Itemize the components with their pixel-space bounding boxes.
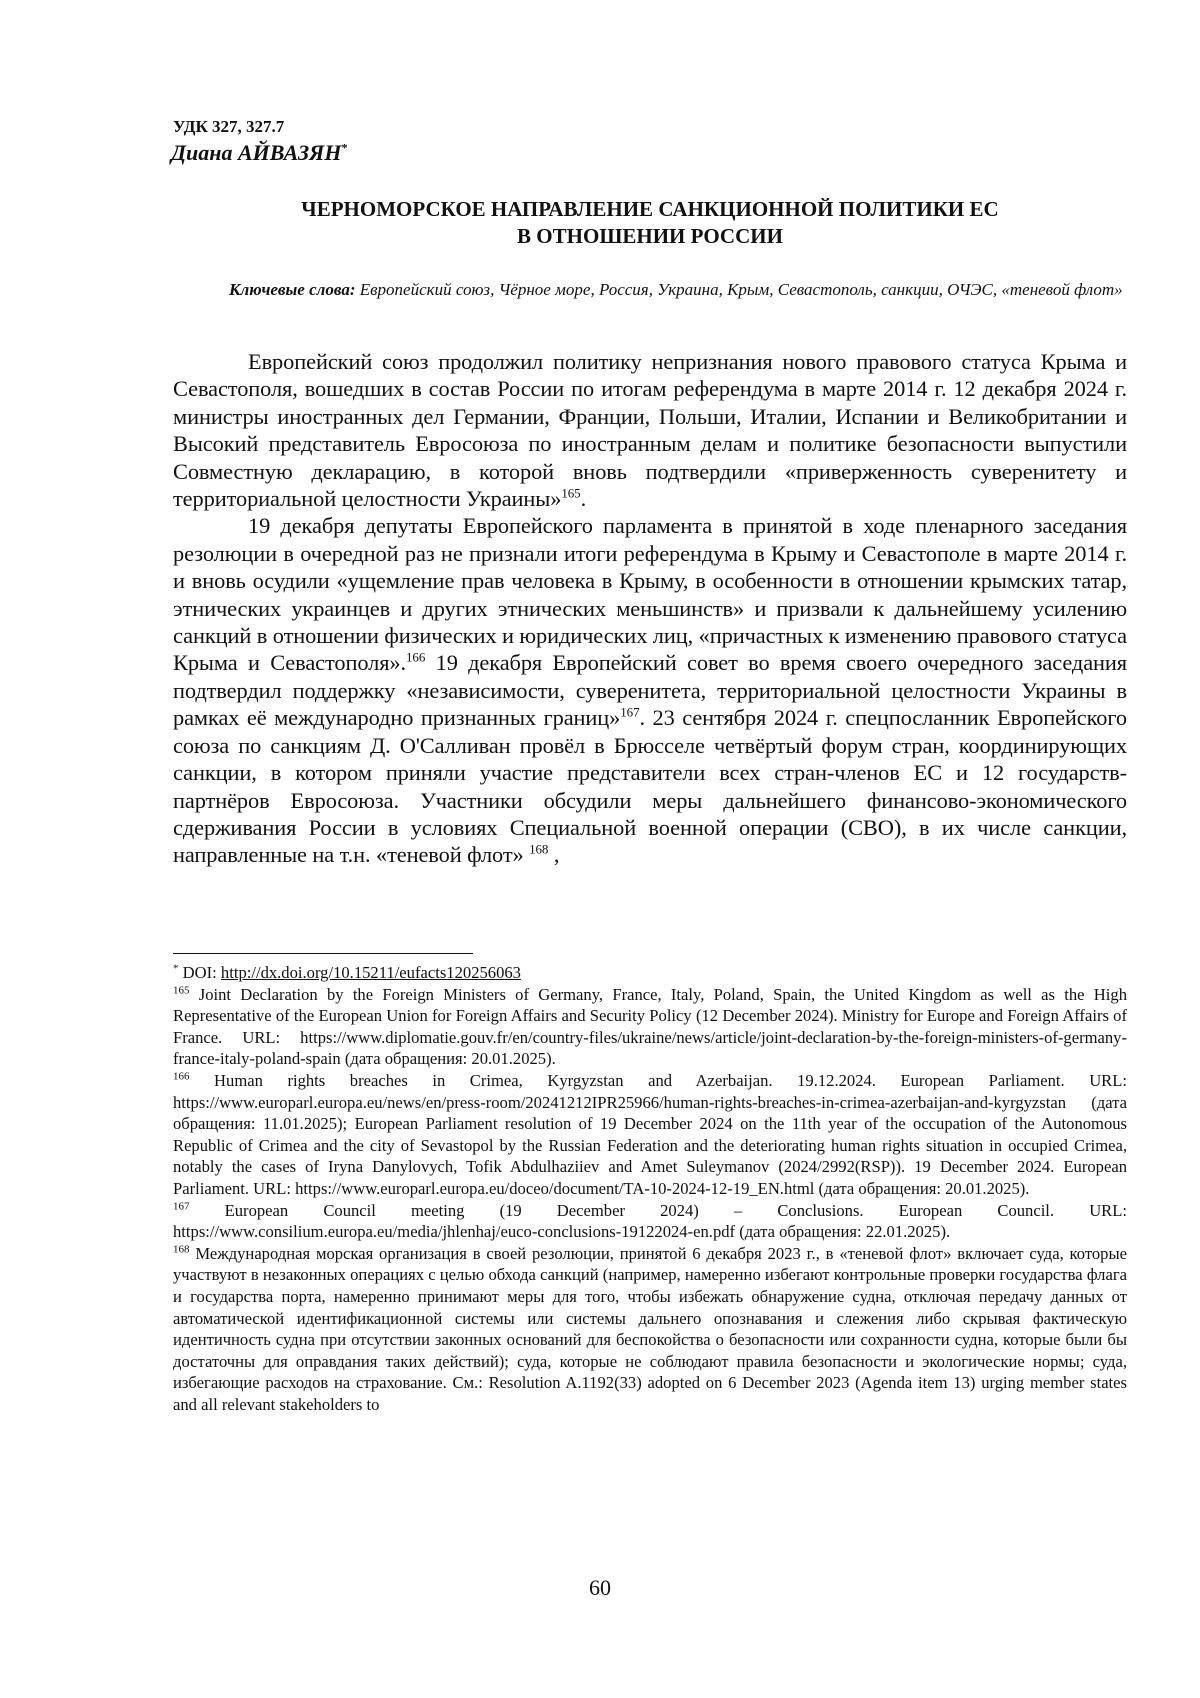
footnote-165-number: 165 (173, 984, 190, 997)
article-title (173, 196, 1127, 250)
footnote-166-number: 166 (173, 1070, 190, 1083)
paragraph-1-text: Европейский союз продолжил политику непризнания нового правового статуса Крыма и Севастополя, вошедших в состав России по итогам референдума в марте 2014 г. 12 декабря 2024 г. министры иностранных дел Германии, Франции, Польши, Италии, Испании и Великобритании и Высокий представитель Евросоюза по иностранным делам и политике безопасности выпустили Совместную декларацию, в которой вновь подтвердили «приверженность суверенитету и территориальной целостности Украины» (173, 349, 1127, 512)
paragraph-1 (173, 348, 1127, 512)
keywords (173, 278, 1127, 302)
footnote-168 (173, 1243, 1127, 1416)
footnote-separator (173, 953, 473, 954)
doi-label: DOI: (182, 963, 217, 982)
keywords-label: Ключевые слова: (229, 280, 356, 299)
article-body (173, 348, 1127, 869)
author-footnote-mark: * (341, 140, 348, 155)
paragraph-2 (173, 512, 1127, 868)
title-line-1: ЧЕРНОМОРСКОЕ НАПРАВЛЕНИЕ САНКЦИОННОЙ ПОЛИТИКИ ЕС (301, 197, 999, 221)
footnote-ref-165: 165 (561, 485, 581, 501)
footnote-168-number: 168 (173, 1243, 190, 1256)
footnotes (173, 962, 1127, 1415)
footnote-doi (173, 962, 1127, 984)
footnote-165-text: Joint Declaration by the Foreign Ministers of Germany, France, Italy, Poland, Spain, the United Kingdom as well as the High Representative of the European Union for Foreign Affairs and Security Policy (12 December 2024). Ministry for Europe and Foreign Affairs of France. URL: https://www.diplomatie.gouv.fr/en/country-files/ukraine/news/article/joint-declaration-by-the-foreign-ministers-of-germany-france-italy-poland-spain (дата обращения: 20.01.2025). (173, 984, 1127, 1069)
footnote-168-text: Международная морская организация в своей резолюции, принятой 6 декабря 2023 г., в «теневой флот» включает суда, которые участвуют в незаконных операциях с целью обхода санкций (например, намеренно избегают контрольные проверки государства флага и государства порта, намеренно принимают меры для того, чтобы избежать обнаружение судна, отключая передачу данных от автоматической идентификационной системы или системы дальнего опознавания и слежения либо скрывая фактическую идентичность судна при отсутствии законных оснований для беспокойства о безопасности или сохранности судна, которые были бы достаточны для оправдания таких действий); суда, которые не соблюдают правила безопасности и экологические нормы; суда, избегающие расходов на страхование. См.: Resolution A.1192(33) adopted on 6 December 2023 (Agenda item 13) urging member states and all relevant stakeholders to (173, 1243, 1127, 1414)
footnote-167 (173, 1200, 1127, 1243)
footnote-ref-167: 167 (620, 704, 640, 720)
footnote-doi-mark: * (173, 962, 179, 975)
author-text: Диана АЙВАЗЯН (171, 140, 342, 165)
footnote-166-text: Human rights breaches in Crimea, Kyrgyzstan and Azerbaijan. 19.12.2024. European Parliament. URL: https://www.europarl.europa.eu/news/en/press-room/20241212IPR25966/human-rights-breaches-in-crimea-azerbaijan-and-kyrgyzstan (дата обращения: 11.01.2025); European Parliament resolution of 19 December 2024 on the 11th year of the occupation of the Autonomous Republic of Crimea and the city of Sevastopol by the Russian Federation and the deteriorating human rights situation in occupied Crimea, notably the cases of Iryna Danylovych, Tofik Abdulhaziiev and Amet Suleymanov (2024/2992(RSP)). 19 December 2024. European Parliament. URL: https://www.europarl.europa.eu/doceo/document/TA-10-2024-12-19_EN.html (дата обращения: 20.01.2025). (173, 1070, 1127, 1198)
footnote-ref-168: 168 (529, 841, 549, 857)
paragraph-1-end: . (580, 486, 587, 512)
footnote-ref-166: 166 (406, 650, 426, 665)
footnote-166 (173, 1070, 1127, 1200)
paragraph-2-text-a: 19 декабря депутаты Европейского парламента в принятой в ходе пленарного заседания резолюции в очередной раз не признали итоги референдума в Крыму и Севастополе в марте 2014 г. и вновь осудили «ущемление прав человека в Крыму, в особенности в отношении крымских татар, этнических украинцев и других этнических меньшинств» и призвали к дальнейшему усилению санкций в отношении физических и юридических лиц, «причастных к изменению правового статуса Крыма и Севастополя». (173, 513, 1127, 676)
paragraph-2-text-d: , (553, 842, 560, 868)
title-line-2: В ОТНОШЕНИИ РОССИИ (517, 224, 783, 248)
footnote-167-text: European Council meeting (19 December 2024) – Conclusions. European Council. URL: https://www.consilium.europa.eu/media/jhlenhaj/euco-conclusions-19122024-en.pdf (дата обращения: 22.01.2025). (173, 1200, 1127, 1242)
doi-link[interactable]: http://dx.doi.org/10.15211/eufacts120256063 (220, 963, 521, 982)
footnote-167-number: 167 (173, 1200, 190, 1212)
author-name (171, 140, 347, 166)
paragraph-2-text-c: . 23 сентября 2024 г. спецпосланник Европейского союза по санкциям Д. О'Салливан провёл в Брюсселе четвёртый форум стран, координирующих санкции, в котором приняли участие представители всех стран-членов ЕС и 12 государств-партнёров Евросоюза. Участники обсудили меры дальнейшего финансово-экономического сдерживания России в условиях Специальной военной операции (СВО), в их числе санкции, направленные на т.н. «теневой флот» (173, 705, 1127, 868)
footnote-165 (173, 984, 1127, 1070)
udk-code: УДК 327, 327.7 (173, 117, 285, 136)
keywords-text: Европейский союз, Чёрное море, Россия, Украина, Крым, Севастополь, санкции, ОЧЭС, «теневой флот» (359, 280, 1123, 299)
page-number: 60 (589, 1575, 611, 1600)
paragraph-2-text-b: 19 декабря Европейский совет во время своего очередного заседания подтвердил поддержку «независимости, суверенитета, территориальной целостности Украины в рамках её международно признанных границ» (173, 650, 1128, 731)
